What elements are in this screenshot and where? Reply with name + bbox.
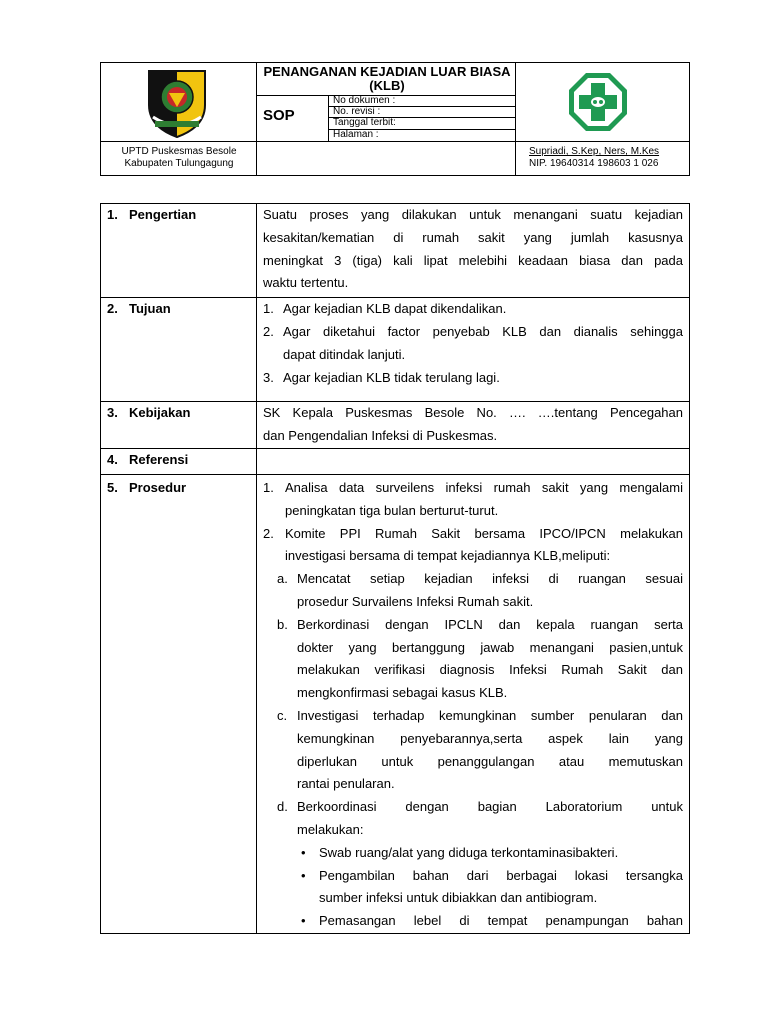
signer-block (529, 146, 659, 170)
procedure-step (263, 523, 683, 546)
text-line: waktu tertentu. (263, 275, 349, 291)
section-number: 4. (107, 451, 118, 467)
row-pengertian (101, 204, 690, 298)
document-title: PENANGANAN KEJADIAN LUAR BIASA (KLB) (263, 64, 511, 93)
section-label: Tujuan (129, 301, 171, 317)
sub-step-text: Berkoordinasi dengan bagian Laboratorium untuk (297, 799, 683, 815)
bullet-item (263, 910, 683, 933)
bullet-item (263, 842, 683, 865)
sub-step (263, 568, 683, 591)
step-text: Komite PPI Rumah Sakit bersama IPCO/IPCN melakukan (285, 525, 683, 541)
meta-no-revisi: No. revisi : (333, 106, 381, 117)
sub-step-text: rantai penularan. (297, 776, 395, 792)
bullet-text: Pengambilan bahan dari berbagai lokasi tersangka (319, 867, 683, 883)
list-item (263, 298, 683, 321)
text-line: Suatu proses yang dilakukan untuk menangani suatu kejadian (263, 207, 683, 222)
label-pengertian (101, 204, 257, 298)
row-kebijakan (101, 402, 690, 449)
sub-step-text: kemungkinan penyebarannya,serta aspek lain yang (297, 730, 683, 746)
bullet-icon: • (301, 913, 306, 929)
regency-emblem-logo (143, 67, 211, 139)
sub-step-letter: a. (277, 571, 288, 587)
row-tujuan (101, 298, 690, 402)
section-number: 5. (107, 479, 118, 495)
content-prosedur (257, 474, 690, 933)
sub-step-text: Berkordinasi dengan IPCLN dan kepala ruangan serta (297, 616, 683, 632)
sub-step (263, 705, 683, 728)
row-prosedur (101, 474, 690, 933)
sub-step-text: prosedur Survailens Infeksi Rumah sakit. (297, 593, 534, 609)
sub-step-text: dokter yang bertanggung jawab menangani pasien,untuk (297, 639, 683, 655)
sub-step-text: diperlukan untuk penanggulangan atau memutuskan (297, 753, 683, 769)
section-number: 1. (107, 207, 118, 222)
section-number: 3. (107, 405, 118, 421)
item-number: 2. (263, 323, 274, 339)
bullet-text: sumber infeksi untuk dibiakkan dan antibiogram. (319, 890, 598, 906)
section-label: Referensi (129, 451, 189, 467)
text-line: SK Kepala Puskesmas Besole No. …. ….tentang Pencegahan (263, 405, 683, 421)
sub-step-letter: b. (277, 616, 288, 632)
step-number: 1. (263, 479, 274, 495)
sub-step-letter: d. (277, 799, 288, 815)
sub-step-text: Mencatat setiap kejadian infeksi di ruangan sesuai (297, 571, 683, 587)
content-tujuan (257, 298, 690, 402)
item-number: 3. (263, 369, 274, 385)
text-line: kesakitan/kematian di rumah sakit yang jumlah kasusnya (263, 229, 683, 245)
label-tujuan (101, 298, 257, 402)
row-referensi (101, 448, 690, 474)
content-pengertian (257, 204, 690, 298)
sub-step-text: melakukan verifikasi diagnosis Infeksi Rumah Sakit dan (297, 662, 683, 678)
section-label: Pengertian (129, 207, 197, 222)
text-line: meningkat 3 (tiga) kali lipat melebihi keadaan biasa dan pada (263, 252, 683, 268)
list-item (263, 321, 683, 344)
sub-step-letter: c. (277, 707, 288, 723)
list-item (263, 367, 683, 390)
sop-header (100, 62, 690, 176)
meta-tanggal-terbit: Tanggal terbit: (333, 117, 396, 128)
bullet-icon: • (301, 867, 306, 883)
signer-name: Supriadi, S.Kep, Ners, M.Kes (529, 146, 660, 157)
org-line-2: Kabupaten Tulungagung (124, 158, 234, 169)
bullet-item (263, 865, 683, 888)
item-number: 1. (263, 301, 274, 317)
sub-step (263, 796, 683, 819)
puskesmas-logo (567, 71, 629, 133)
label-referensi (101, 448, 257, 474)
item-text: Agar kejadian KLB tidak terulang lagi. (283, 369, 500, 385)
content-referensi (257, 448, 690, 474)
label-kebijakan (101, 402, 257, 449)
bullet-icon: • (301, 844, 306, 860)
bullet-text: Pemasangan lebel di tempat penampungan bahan (319, 913, 683, 929)
bullet-text: Swab ruang/alat yang diduga terkontaminasibakteri. (319, 844, 619, 860)
org-line-1: UPTD Puskesmas Besole (121, 146, 237, 157)
item-text: Agar kejadian KLB dapat dikendalikan. (283, 301, 507, 317)
sub-step-text: Investigasi terhadap kemungkinan sumber penularan dan (297, 707, 683, 723)
procedure-step (263, 477, 683, 500)
step-text: Analisa data surveilens infeksi rumah sakit yang mengalami (285, 479, 683, 495)
sub-step-text: mengkonfirmasi sebagai kasus KLB. (297, 685, 508, 701)
step-text: peningkatan tiga bulan berturut-turut. (285, 502, 499, 518)
step-number: 2. (263, 525, 274, 541)
content-kebijakan (257, 402, 690, 449)
label-prosedur (101, 474, 257, 933)
meta-no-dokumen: No dokumen : (333, 95, 396, 106)
step-text: investigasi bersama di tempat kejadiannya KLB,meliputi: (285, 548, 611, 564)
sub-step-text: melakukan: (297, 821, 364, 837)
item-text: Agar diketahui factor penyebab KLB dan dianalis sehingga (283, 323, 683, 339)
meta-halaman: Halaman : (333, 129, 379, 140)
signer-nip: NIP. 19640314 198603 1 026 (529, 158, 659, 169)
section-label: Prosedur (129, 479, 187, 495)
sop-label: SOP (263, 107, 295, 124)
item-text: dapat ditindak lanjuti. (283, 346, 406, 362)
organization-name (101, 146, 257, 170)
text-line: dan Pengendalian Infeksi di Puskesmas. (263, 428, 498, 444)
section-number: 2. (107, 301, 118, 317)
sop-content-table (100, 203, 690, 934)
section-label: Kebijakan (129, 405, 191, 421)
sub-step (263, 614, 683, 637)
